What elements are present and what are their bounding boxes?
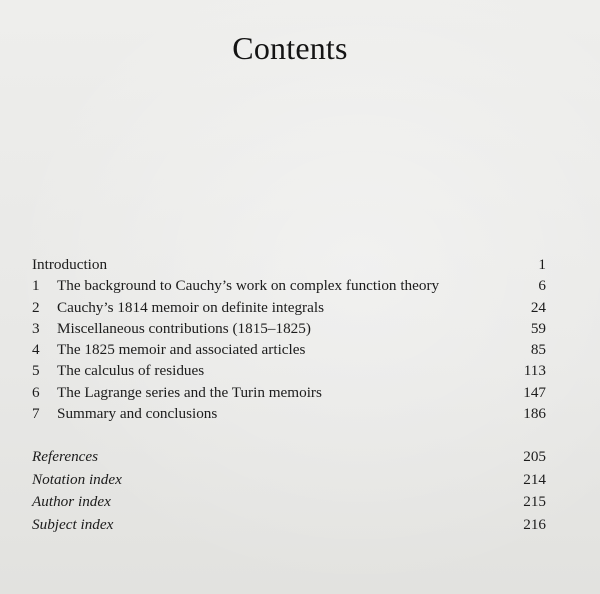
toc-entry-chapter	[32, 318, 546, 339]
entry-page-number: 85	[530, 341, 546, 359]
chapter-number: 4	[32, 341, 40, 359]
entry-page-number: 59	[530, 319, 546, 337]
entry-title: Cauchy’s 1814 memoir on definite integrals	[57, 298, 324, 316]
entry-title: Miscellaneous contributions (1815–1825)	[57, 319, 311, 337]
entry-page-number: 216	[523, 515, 546, 533]
entry-title: The 1825 memoir and associated articles	[57, 341, 306, 359]
back-matter	[32, 446, 546, 537]
entry-page-number: 214	[523, 470, 546, 488]
entry-page-number: 113	[523, 362, 546, 380]
toc-entry-back-matter	[32, 469, 546, 492]
entry-title: Introduction	[32, 256, 108, 273]
entry-title: Summary and conclusions	[57, 405, 218, 423]
entry-title: The Lagrange series and the Turin memoirs	[57, 383, 322, 401]
entry-page-number: 186	[523, 405, 546, 423]
entry-page-number: 1	[538, 256, 546, 273]
entry-title: The background to Cauchy’s work on complex function theory	[57, 277, 440, 295]
entry-page-number: 215	[523, 493, 546, 511]
entry-page-number: 147	[523, 383, 546, 401]
toc-entry-chapter	[32, 339, 546, 360]
table-of-contents	[32, 254, 546, 537]
chapter-number: 5	[32, 362, 40, 380]
entry-title: Notation index	[32, 470, 122, 488]
section-gap	[32, 424, 546, 446]
toc-entry-chapter	[32, 382, 546, 403]
toc-entry-chapter	[32, 403, 546, 424]
toc-entry-back-matter	[32, 446, 546, 469]
toc-entry-introduction	[32, 254, 546, 275]
chapter-number: 2	[32, 298, 40, 316]
entry-page-number: 205	[523, 447, 546, 465]
entry-title: The calculus of residues	[57, 362, 205, 380]
entry-title: Subject index	[32, 515, 114, 533]
toc-entry-chapter	[32, 275, 546, 296]
chapter-number: 6	[32, 383, 40, 401]
toc-entry-back-matter	[32, 514, 546, 537]
toc-entry-chapter	[32, 360, 546, 381]
entry-page-number: 6	[538, 277, 546, 295]
entry-title: Author index	[32, 493, 111, 511]
chapter-number: 1	[32, 277, 40, 295]
entry-title: References	[32, 447, 99, 465]
toc-entry-chapter	[32, 297, 546, 318]
toc-entry-back-matter	[32, 491, 546, 514]
chapter-number: 3	[32, 319, 40, 337]
page-title: Contents	[232, 30, 348, 66]
entry-page-number: 24	[530, 298, 546, 316]
chapter-number: 7	[32, 405, 40, 423]
